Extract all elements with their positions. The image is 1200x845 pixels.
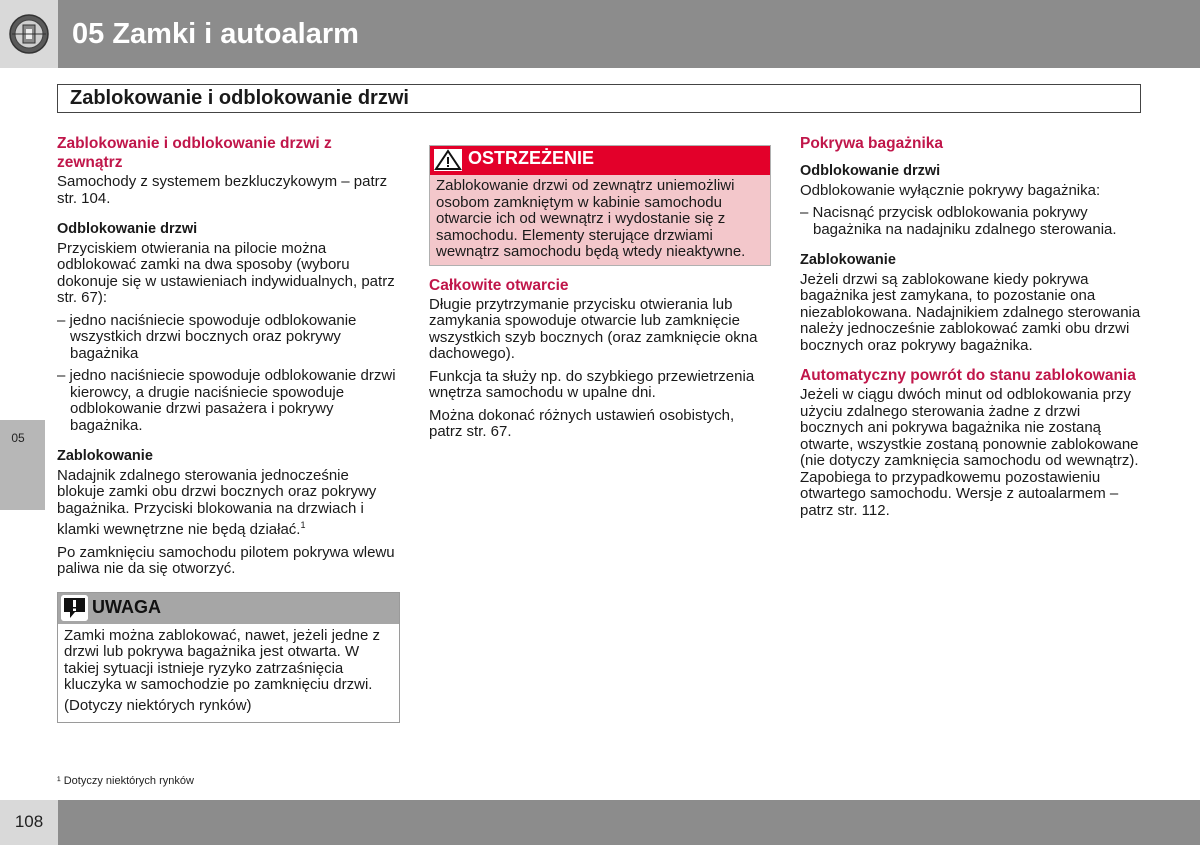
column-right <box>800 134 1143 525</box>
subheading-unlocking: Odblokowanie drzwi <box>57 221 198 237</box>
paragraph-ventilation: Funkcja ta służy np. do szybkiego przewietrzenia wnętrza samochodu w upalne dni. <box>429 367 755 401</box>
list-item: – Nacisnąć przycisk odblokowania pokrywy bagażnika na nadajniku zdalnego sterowania. <box>800 204 1117 238</box>
page-header <box>0 0 1200 68</box>
note-title: UWAGA <box>92 596 161 617</box>
chapter-title: 05 Zamki i autoalarm <box>72 18 359 50</box>
column-middle <box>429 145 771 447</box>
footnote-marker: 1 <box>300 520 306 530</box>
warning-body: Zablokowanie drzwi od zewnątrz uniemożliwi osobom zamkniętym w kabinie samochodu otwarcie ich od wewnątrz i wydostanie się z samochodu. Elementy sterujące drzwiami wewnątrz samochodu będą wtedy nieaktywne. <box>430 174 770 265</box>
subheading-unlocking: Odblokowanie drzwi <box>800 163 941 179</box>
heading-full-opening: Całkowite otwarcie <box>429 276 569 294</box>
note-body <box>58 624 399 723</box>
paragraph-unlock-ways: Przyciskiem otwierania na pilocie można odblokować zamki na dwa sposoby (wyboru dokonuje się w ustawieniach indywidualnych, patrz str. 67): <box>57 239 395 306</box>
paragraph-tailgate-lock: Jeżeli drzwi są zablokowane kiedy pokrywa bagażnika jest zamykana, to pozostanie ona niezablokowana. Nadajnikiem zdalnego sterowania należy jednocześnie zablokować zamki obu drzwi bocznych oraz pokrywy bagażnika. <box>800 270 1141 354</box>
note-box <box>57 592 400 724</box>
chapter-side-tab <box>0 420 45 510</box>
exclamation-note-icon <box>61 595 88 621</box>
section-title: Zablokowanie i odblokowanie drzwi <box>70 87 409 109</box>
warning-box <box>429 145 771 266</box>
list-item: – jedno naciśniecie spowoduje odblokowanie drzwi kierowcy, a drugie naciśniecie spowoduje odblokowanie drzwi pasażera i pokrywy bagażnika. <box>57 367 396 434</box>
heading-exterior-locking: Zablokowanie i odblokowanie drzwi z zewnątrz <box>57 135 332 171</box>
paragraph-long-press: Długie przytrzymanie przycisku otwierania lub zamykania spowoduje otwarcie lub zamknięcie wszystkich szyb bocznych (oraz zamknięcie okna dachowego). <box>429 295 758 362</box>
chapter-side-tab-label: 05 <box>11 431 25 445</box>
paragraph-fuel-flap: Po zamknięciu samochodu pilotem pokrywa wlewu paliwa nie da się otworzyć. <box>57 543 395 577</box>
column-left <box>57 134 400 723</box>
heading-auto-relock: Automatyczny powrót do stanu zablokowania <box>800 367 1136 384</box>
paragraph-keyless: Samochody z systemem bezkluczykowym – patrz str. 104. <box>57 173 388 207</box>
note-text: Zamki można zablokować, nawet, jeżeli jedne z drzwi lub pokrywa bagażnika jest otwarta. W takiej sytuacji istnieje ryzyko zatrzaśnięcia kluczyka w samochodzie po zamknięciu drzwi. <box>64 626 380 693</box>
volvo-emblem-icon <box>8 13 50 55</box>
note-text-markets: (Dotyczy niektórych rynków) <box>64 696 252 714</box>
logo-box <box>0 0 58 68</box>
paragraph-locking-text: Nadajnik zdalnego sterowania jednocześnie blokuje zamki obu drzwi bocznych oraz pokrywy bagażnika. Przyciski blokowania na drzwiach i klamki wewnętrzne nie będą działać. <box>57 466 377 538</box>
page-number-box <box>0 800 58 845</box>
warning-triangle-icon <box>434 149 462 171</box>
paragraph-tailgate-unlock: Odblokowanie wyłącznie pokrywy bagażnika: <box>800 181 1101 199</box>
list-item: – jedno naciśniecie spowoduje odblokowanie wszystkich drzwi bocznych oraz pokrywy bagażnika <box>57 311 357 362</box>
section-title-bar <box>57 84 1141 113</box>
note-header <box>58 593 399 624</box>
paragraph-locking <box>57 468 400 539</box>
paragraph-personal-settings: Można dokonać różnych ustawień osobistych, patrz str. 67. <box>429 406 735 440</box>
page-number: 108 <box>14 812 44 831</box>
page-footer <box>0 800 1200 845</box>
footnote: ¹ Dotyczy niektórych rynków <box>57 775 194 787</box>
warning-header <box>430 146 770 174</box>
subheading-locking: Zablokowanie <box>800 252 896 268</box>
subheading-locking: Zablokowanie <box>57 448 153 464</box>
paragraph-auto-relock: Jeżeli w ciągu dwóch minut od odblokowania przy użyciu zdalnego sterowania żadne z drzwi bocznych ani pokrywa bagażnika nie zostaną otwarte, wszystkie zostaną ponownie zablokowane (nie dotyczy zamknięcia samochodu od wewnątrz). Zapobiega to przypadkowemu pozostawieniu otwartego samochodu. Wersje z autoalarmem – patrz str. 112. <box>800 386 1139 519</box>
heading-tailgate: Pokrywa bagażnika <box>800 135 944 152</box>
warning-title: OSTRZEŻENIE <box>468 148 595 168</box>
